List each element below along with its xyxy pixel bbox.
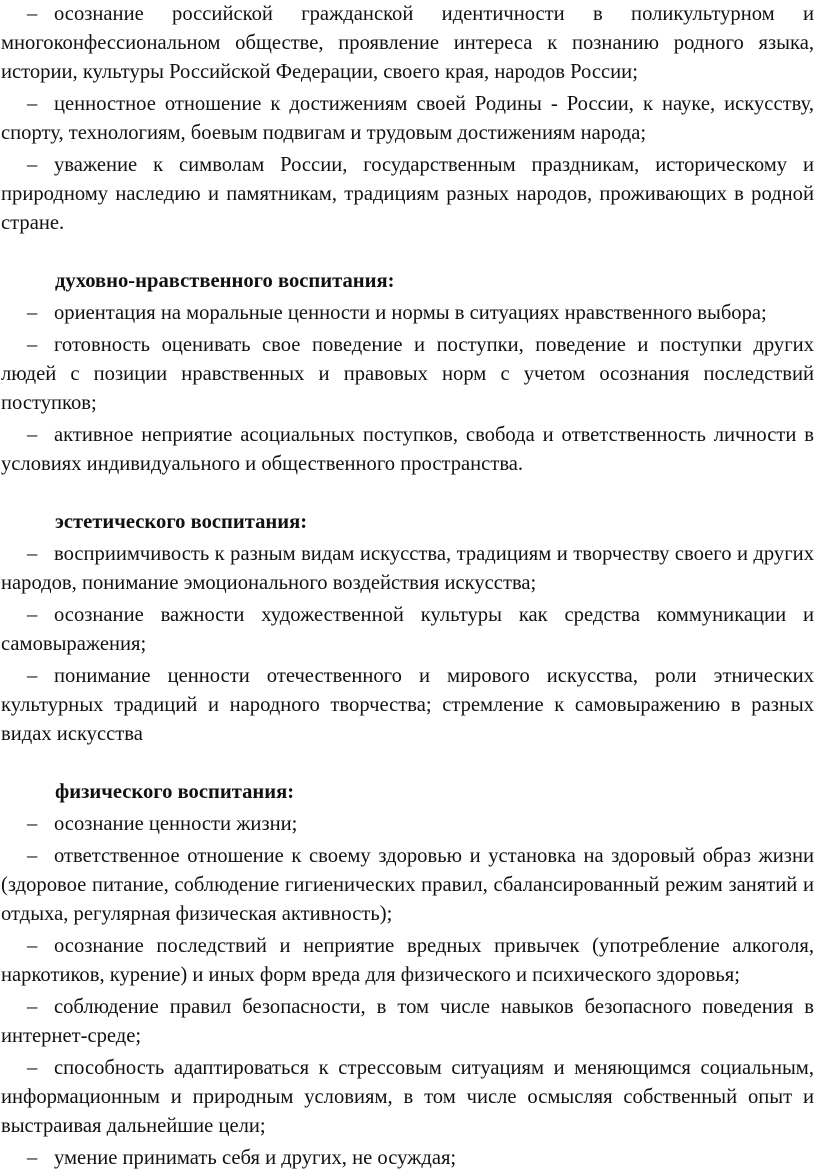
list-item: – умение принимать себя и других, не осуждая; — [1, 1144, 814, 1173]
dash-marker: – — [27, 604, 38, 626]
list-item: – соблюдение правил безопасности, в том числе навыков безопасного поведения в интернет-среде; — [1, 993, 814, 1051]
list-item: – осознание российской гражданской идентичности в поликультурном и многоконфессиональном обществе, проявление интереса к познанию родного языка, истории, культуры Российской Федерации, своего края, народов России; — [1, 0, 814, 87]
list-item: – осознание последствий и неприятие вредных привычек (употребление алкоголя, наркотиков, курение) и иных форм вреда для физического и психического здоровья; — [1, 932, 814, 990]
section-physical — [1, 778, 814, 1173]
dash-marker: – — [27, 996, 38, 1018]
list-item: – способность адаптироваться к стрессовым ситуациям и меняющимся социальным, информационным и природным условиям, в том числе осмысляя собственный опыт и выстраивая дальнейшие цели; — [1, 1054, 814, 1141]
section-aesthetic — [1, 508, 814, 749]
dash-marker: – — [27, 665, 38, 687]
dash-marker: – — [27, 334, 38, 356]
dash-marker: – — [27, 93, 38, 115]
list-item: – ориентация на моральные ценности и нормы в ситуациях нравственного выбора; — [1, 299, 814, 328]
list-item: – уважение к символам России, государственным праздникам, историческому и природному наследию и памятникам, традициям разных народов, проживающих в родной стране. — [1, 151, 814, 238]
list-item: – ответственное отношение к своему здоровью и установка на здоровый образ жизни (здоровое питание, соблюдение гигиенических правил, сбалансированный режим занятий и отдыха, регулярная физическая активность); — [1, 842, 814, 929]
section-heading: духовно-нравственного воспитания: — [55, 270, 395, 292]
list-item: – ценностное отношение к достижениям своей Родины - России, к науке, искусству, спорту, технологиям, боевым подвигам и трудовым достижениям народа; — [1, 90, 814, 148]
list-item: – понимание ценности отечественного и мирового искусства, роли этнических культурных традиций и народного творчества; стремление к самовыражению в разных видах искусства — [1, 662, 814, 749]
dash-marker: – — [27, 1147, 38, 1169]
dash-marker: – — [27, 424, 38, 446]
list-item: – активное неприятие асоциальных поступков, свобода и ответственность личности в условиях индивидуального и общественного пространства. — [1, 421, 814, 479]
list-item: – осознание важности художественной культуры как средства коммуникации и самовыражения; — [1, 601, 814, 659]
dash-marker: – — [27, 3, 38, 25]
dash-marker: – — [27, 813, 38, 835]
list-item: – осознание ценности жизни; — [1, 810, 814, 839]
section-spiritual-moral — [1, 267, 814, 479]
dash-marker: – — [27, 154, 38, 176]
dash-marker: – — [27, 845, 38, 867]
section-civic — [1, 0, 814, 238]
dash-marker: – — [27, 1057, 38, 1079]
dash-marker: – — [27, 935, 38, 957]
section-heading: эстетического воспитания: — [55, 511, 308, 533]
list-item: – готовность оценивать свое поведение и поступки, поведение и поступки других людей с позиции нравственных и правовых норм с учетом осознания последствий поступков; — [1, 331, 814, 418]
dash-marker: – — [27, 302, 38, 324]
list-item: – восприимчивость к разным видам искусства, традициям и творчеству своего и других народов, понимание эмоционального воздействия искусства; — [1, 540, 814, 598]
dash-marker: – — [27, 543, 38, 565]
section-heading: физического воспитания: — [55, 781, 295, 803]
